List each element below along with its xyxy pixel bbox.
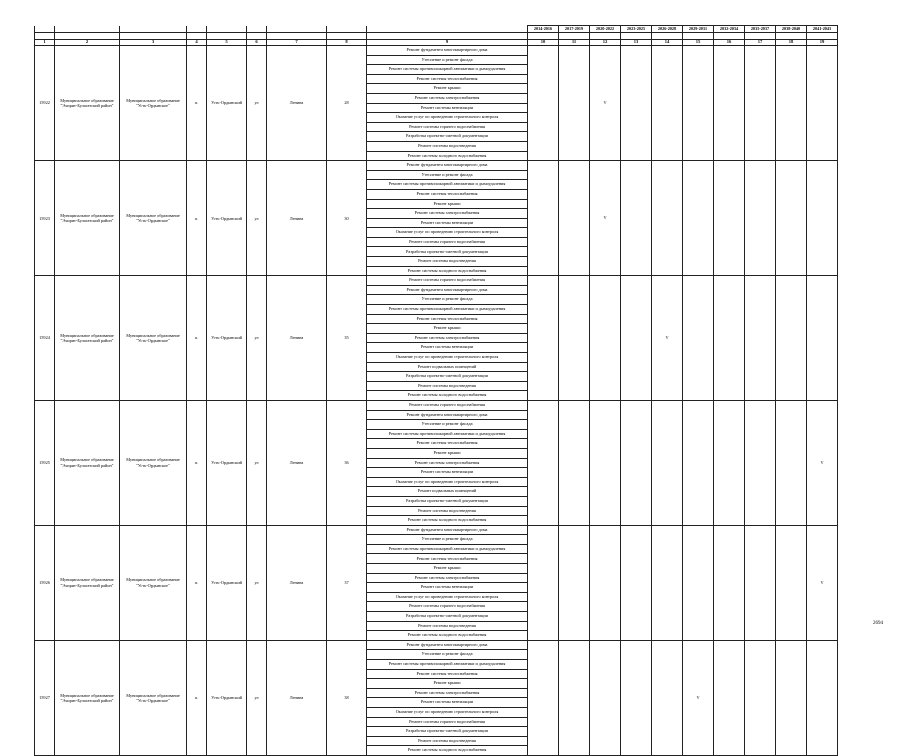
header-blank-cell [327, 26, 367, 33]
work-type: Ремонт системы электроснабжения [367, 209, 528, 219]
municipality: Муниципальное образование "Эхирит-Булагатский район" [55, 640, 120, 755]
work-type: Ремонт системы горячего водоснабжения [367, 400, 528, 410]
settlement: Муниципальное образование "Усть-Ордынское" [120, 400, 187, 525]
street: Ленина [267, 161, 327, 276]
work-row [35, 161, 838, 171]
settlement: Муниципальное образование "Усть-Ордынское" [120, 46, 187, 161]
work-type: Оказание услуг по проведению строительного контроля [367, 707, 528, 717]
header-periods-row [35, 26, 838, 33]
locality-type: п. [187, 46, 207, 161]
header-empty-cell [267, 33, 327, 40]
column-number: 15 [683, 40, 714, 46]
work-type: Разработка проектно-сметной документации [367, 727, 528, 737]
work-row [35, 276, 838, 286]
house-number: 28 [327, 46, 367, 161]
period-cell [714, 400, 745, 525]
street-type: ул [247, 640, 267, 755]
period-header: 2026-2028 [652, 26, 683, 33]
period-header: 2035-2037 [745, 26, 776, 33]
period-cell [528, 640, 559, 755]
street: Ленина [267, 400, 327, 525]
period-cell [745, 161, 776, 276]
work-type: Ремонт фундамента многоквартирного дома [367, 640, 528, 650]
work-type: Ремонт системы горячего водоснабжения [367, 602, 528, 612]
column-number: 2 [55, 40, 120, 46]
work-type: Ремонт системы теплоснабжения [367, 554, 528, 564]
record-number: 15925 [35, 400, 55, 525]
period-cell [559, 640, 590, 755]
period-cell [559, 400, 590, 525]
work-type: Ремонт системы холодного водоснабжения [367, 391, 528, 401]
column-number: 17 [745, 40, 776, 46]
period-cell [807, 161, 838, 276]
work-type: Ремонт системы электроснабжения [367, 688, 528, 698]
house-number: 35 [327, 276, 367, 401]
street-type: ул [247, 46, 267, 161]
locality: Усть-Ордынский [207, 46, 247, 161]
work-type: Ремонт системы вентиляции [367, 343, 528, 353]
period-header: 2020-2022 [590, 26, 621, 33]
period-mark: V [590, 46, 621, 161]
header-blank-cell [35, 26, 55, 33]
period-header: 2017-2019 [559, 26, 590, 33]
work-type: Ремонт системы теплоснабжения [367, 189, 528, 199]
work-type: Ремонт системы водоотведения [367, 506, 528, 516]
locality-type: п. [187, 400, 207, 525]
period-cell [776, 400, 807, 525]
work-type: Ремонт системы противопожарной автоматики и дымоудаления [367, 65, 528, 75]
header-empty-cell [55, 33, 120, 40]
work-type: Ремонт системы электроснабжения [367, 573, 528, 583]
record-number: 15923 [35, 161, 55, 276]
locality: Усть-Ордынский [207, 276, 247, 401]
period-cell [714, 46, 745, 161]
period-cell [776, 46, 807, 161]
period-cell [714, 525, 745, 640]
period-header: 2023-2025 [621, 26, 652, 33]
record-number: 15924 [35, 276, 55, 401]
work-type: Ремонт системы противопожарной автоматики и дымоудаления [367, 180, 528, 190]
column-number: 13 [621, 40, 652, 46]
period-cell [528, 400, 559, 525]
period-cell [683, 400, 714, 525]
column-number: 11 [559, 40, 590, 46]
work-type: Ремонт крыши [367, 199, 528, 209]
work-type: Ремонт системы вентиляции [367, 218, 528, 228]
work-row [35, 525, 838, 535]
work-type: Ремонт системы холодного водоснабжения [367, 631, 528, 641]
header-blank-cell [55, 26, 120, 33]
work-type: Ремонт фундамента многоквартирного дома [367, 161, 528, 171]
work-type: Ремонт фундамента многоквартирного дома [367, 525, 528, 535]
period-cell [714, 276, 745, 401]
street-type: ул [247, 276, 267, 401]
column-number: 6 [247, 40, 267, 46]
work-type: Ремонт системы электроснабжения [367, 93, 528, 103]
work-type: Ремонт системы электроснабжения [367, 458, 528, 468]
work-type: Ремонт крыши [367, 324, 528, 334]
work-type: Ремонт системы горячего водоснабжения [367, 717, 528, 727]
locality-type: п. [187, 161, 207, 276]
record-number: 15927 [35, 640, 55, 755]
work-type: Ремонт системы противопожарной автоматики и дымоудаления [367, 660, 528, 670]
period-cell [745, 276, 776, 401]
period-cell [528, 276, 559, 401]
work-type: Ремонт системы теплоснабжения [367, 439, 528, 449]
period-cell [559, 525, 590, 640]
work-type: Ремонт крыши [367, 564, 528, 574]
locality-type: п. [187, 525, 207, 640]
work-type: Ремонт системы противопожарной автоматики и дымоудаления [367, 305, 528, 315]
work-type: Ремонт крыши [367, 84, 528, 94]
header-empty-cell [745, 33, 776, 40]
period-cell [807, 276, 838, 401]
period-cell [621, 276, 652, 401]
work-type: Разработка проектно-сметной документации [367, 372, 528, 382]
period-cell [714, 161, 745, 276]
work-type: Ремонт системы вентиляции [367, 468, 528, 478]
street: Ленина [267, 640, 327, 755]
period-mark: V [807, 525, 838, 640]
period-cell [528, 525, 559, 640]
work-type: Ремонт крыши [367, 448, 528, 458]
header-blank-cell [120, 26, 187, 33]
period-cell [590, 640, 621, 755]
period-cell [559, 46, 590, 161]
work-type: Разработка проектно-сметной документации [367, 132, 528, 142]
period-mark: V [652, 276, 683, 401]
column-number: 5 [207, 40, 247, 46]
work-type: Ремонт системы электроснабжения [367, 333, 528, 343]
column-number: 16 [714, 40, 745, 46]
header-empty-cell [683, 33, 714, 40]
period-cell [528, 161, 559, 276]
header-empty-cell [776, 33, 807, 40]
header-empty-cell [528, 33, 559, 40]
work-type: Оказание услуг по проведению строительного контроля [367, 113, 528, 123]
work-row [35, 640, 838, 650]
period-mark: V [590, 161, 621, 276]
period-cell [559, 161, 590, 276]
header-empty-cell [590, 33, 621, 40]
column-number: 8 [327, 40, 367, 46]
work-type: Ремонт фундамента многоквартирного дома [367, 410, 528, 420]
column-number: 14 [652, 40, 683, 46]
header-blank-cell [367, 26, 528, 33]
header-empty-cell [327, 33, 367, 40]
work-type: Ремонт системы вентиляции [367, 103, 528, 113]
period-cell [714, 640, 745, 755]
period-cell [528, 46, 559, 161]
period-header: 2038-2040 [776, 26, 807, 33]
work-type: Ремонт фундамента многоквартирного дома [367, 46, 528, 56]
settlement: Муниципальное образование "Усть-Ордынское" [120, 525, 187, 640]
street: Ленина [267, 276, 327, 401]
work-type: Ремонт системы теплоснабжения [367, 669, 528, 679]
municipality: Муниципальное образование "Эхирит-Булагатский район" [55, 525, 120, 640]
period-cell [683, 525, 714, 640]
column-number: 9 [367, 40, 528, 46]
period-cell [745, 46, 776, 161]
work-type: Разработка проектно-сметной документации [367, 496, 528, 506]
locality: Усть-Ордынский [207, 400, 247, 525]
record-number: 15926 [35, 525, 55, 640]
locality: Усть-Ордынский [207, 161, 247, 276]
work-type: Ремонт подвальных помещений [367, 487, 528, 497]
work-type: Ремонт системы вентиляции [367, 583, 528, 593]
header-empty-cell [35, 33, 55, 40]
settlement: Муниципальное образование "Усть-Ордынское" [120, 161, 187, 276]
work-type: Ремонт системы водоотведения [367, 141, 528, 151]
header-blank-cell [187, 26, 207, 33]
period-mark: V [683, 640, 714, 755]
period-cell [652, 46, 683, 161]
period-cell [683, 276, 714, 401]
street-type: ул [247, 525, 267, 640]
work-type: Ремонт системы водоотведения [367, 621, 528, 631]
header-empty-row [35, 33, 838, 40]
period-cell [621, 161, 652, 276]
period-cell [590, 276, 621, 401]
column-number: 4 [187, 40, 207, 46]
locality: Усть-Ордынский [207, 525, 247, 640]
work-type: Ремонт системы холодного водоснабжения [367, 746, 528, 756]
header-empty-cell [120, 33, 187, 40]
work-type: Утепление и ремонт фасада [367, 420, 528, 430]
period-cell [745, 525, 776, 640]
header-empty-cell [621, 33, 652, 40]
work-type: Ремонт крыши [367, 679, 528, 689]
period-cell [807, 640, 838, 755]
period-mark: V [807, 400, 838, 525]
street-type: ул [247, 161, 267, 276]
street-type: ул [247, 400, 267, 525]
period-cell [590, 525, 621, 640]
work-type: Ремонт системы водоотведения [367, 257, 528, 267]
capital-repair-table [34, 25, 838, 756]
work-type: Оказание услуг по проведению строительного контроля [367, 477, 528, 487]
work-type: Ремонт системы холодного водоснабжения [367, 516, 528, 526]
period-header: 2029-2031 [683, 26, 714, 33]
period-cell [807, 46, 838, 161]
work-type: Ремонт системы теплоснабжения [367, 314, 528, 324]
header-empty-cell [559, 33, 590, 40]
work-type: Ремонт системы горячего водоснабжения [367, 237, 528, 247]
period-cell [621, 400, 652, 525]
work-type: Утепление и ремонт фасада [367, 650, 528, 660]
work-row [35, 400, 838, 410]
period-cell [776, 525, 807, 640]
work-type: Ремонт системы противопожарной автоматики и дымоудаления [367, 429, 528, 439]
work-type: Ремонт подвальных помещений [367, 362, 528, 372]
period-cell [745, 400, 776, 525]
period-header: 2032-2034 [714, 26, 745, 33]
work-type: Утепление и ремонт фасада [367, 535, 528, 545]
house-number: 38 [327, 640, 367, 755]
municipality: Муниципальное образование "Эхирит-Булагатский район" [55, 46, 120, 161]
header-empty-cell [714, 33, 745, 40]
locality-type: п. [187, 640, 207, 755]
locality: Усть-Ордынский [207, 640, 247, 755]
column-number: 3 [120, 40, 187, 46]
column-number: 19 [807, 40, 838, 46]
work-type: Ремонт системы теплоснабжения [367, 74, 528, 84]
period-cell [652, 640, 683, 755]
column-number: 7 [267, 40, 327, 46]
work-type: Оказание услуг по проведению строительного контроля [367, 353, 528, 363]
period-cell [652, 400, 683, 525]
house-number: 37 [327, 525, 367, 640]
work-type: Утепление и ремонт фасада [367, 55, 528, 65]
header-empty-cell [207, 33, 247, 40]
header-blank-cell [247, 26, 267, 33]
work-type: Ремонт системы холодного водоснабжения [367, 266, 528, 276]
house-number: 30 [327, 161, 367, 276]
header-empty-cell [187, 33, 207, 40]
work-type: Оказание услуг по проведению строительного контроля [367, 228, 528, 238]
settlement: Муниципальное образование "Усть-Ордынское" [120, 640, 187, 755]
header-blank-cell [207, 26, 247, 33]
header-blank-cell [267, 26, 327, 33]
work-type: Ремонт системы вентиляции [367, 698, 528, 708]
table-body [35, 26, 838, 756]
column-number: 18 [776, 40, 807, 46]
work-type: Оказание услуг по проведению строительного контроля [367, 592, 528, 602]
work-type: Ремонт системы водоотведения [367, 736, 528, 746]
header-empty-cell [652, 33, 683, 40]
page-number: 2694 [873, 621, 883, 626]
document-sheet [34, 25, 837, 756]
locality-type: п. [187, 276, 207, 401]
period-cell [776, 276, 807, 401]
street: Ленина [267, 46, 327, 161]
work-type: Ремонт системы водоотведения [367, 381, 528, 391]
record-number: 15922 [35, 46, 55, 161]
work-type: Ремонт системы горячего водоснабжения [367, 276, 528, 286]
work-type: Утепление и ремонт фасада [367, 295, 528, 305]
municipality: Муниципальное образование "Эхирит-Булагатский район" [55, 276, 120, 401]
period-cell [745, 640, 776, 755]
period-cell [652, 525, 683, 640]
period-header: 2041-2043 [807, 26, 838, 33]
period-cell [652, 161, 683, 276]
street: Ленина [267, 525, 327, 640]
work-type: Ремонт фундамента многоквартирного дома [367, 285, 528, 295]
header-empty-cell [807, 33, 838, 40]
work-type: Разработка проектно-сметной документации [367, 247, 528, 257]
column-number: 12 [590, 40, 621, 46]
work-type: Ремонт системы холодного водоснабжения [367, 151, 528, 161]
period-cell [621, 46, 652, 161]
municipality: Муниципальное образование "Эхирит-Булагатский район" [55, 400, 120, 525]
period-header: 2014-2016 [528, 26, 559, 33]
work-type: Ремонт системы горячего водоснабжения [367, 122, 528, 132]
work-type: Утепление и ремонт фасада [367, 170, 528, 180]
column-number: 1 [35, 40, 55, 46]
period-cell [621, 640, 652, 755]
work-type: Ремонт системы противопожарной автоматики и дымоудаления [367, 544, 528, 554]
period-cell [776, 640, 807, 755]
work-type: Разработка проектно-сметной документации [367, 612, 528, 622]
period-cell [559, 276, 590, 401]
period-cell [776, 161, 807, 276]
column-number: 10 [528, 40, 559, 46]
settlement: Муниципальное образование "Усть-Ордынское" [120, 276, 187, 401]
municipality: Муниципальное образование "Эхирит-Булагатский район" [55, 161, 120, 276]
work-row [35, 46, 838, 56]
period-cell [683, 161, 714, 276]
header-empty-cell [247, 33, 267, 40]
period-cell [683, 46, 714, 161]
header-empty-cell [367, 33, 528, 40]
period-cell [590, 400, 621, 525]
period-cell [621, 525, 652, 640]
house-number: 36 [327, 400, 367, 525]
